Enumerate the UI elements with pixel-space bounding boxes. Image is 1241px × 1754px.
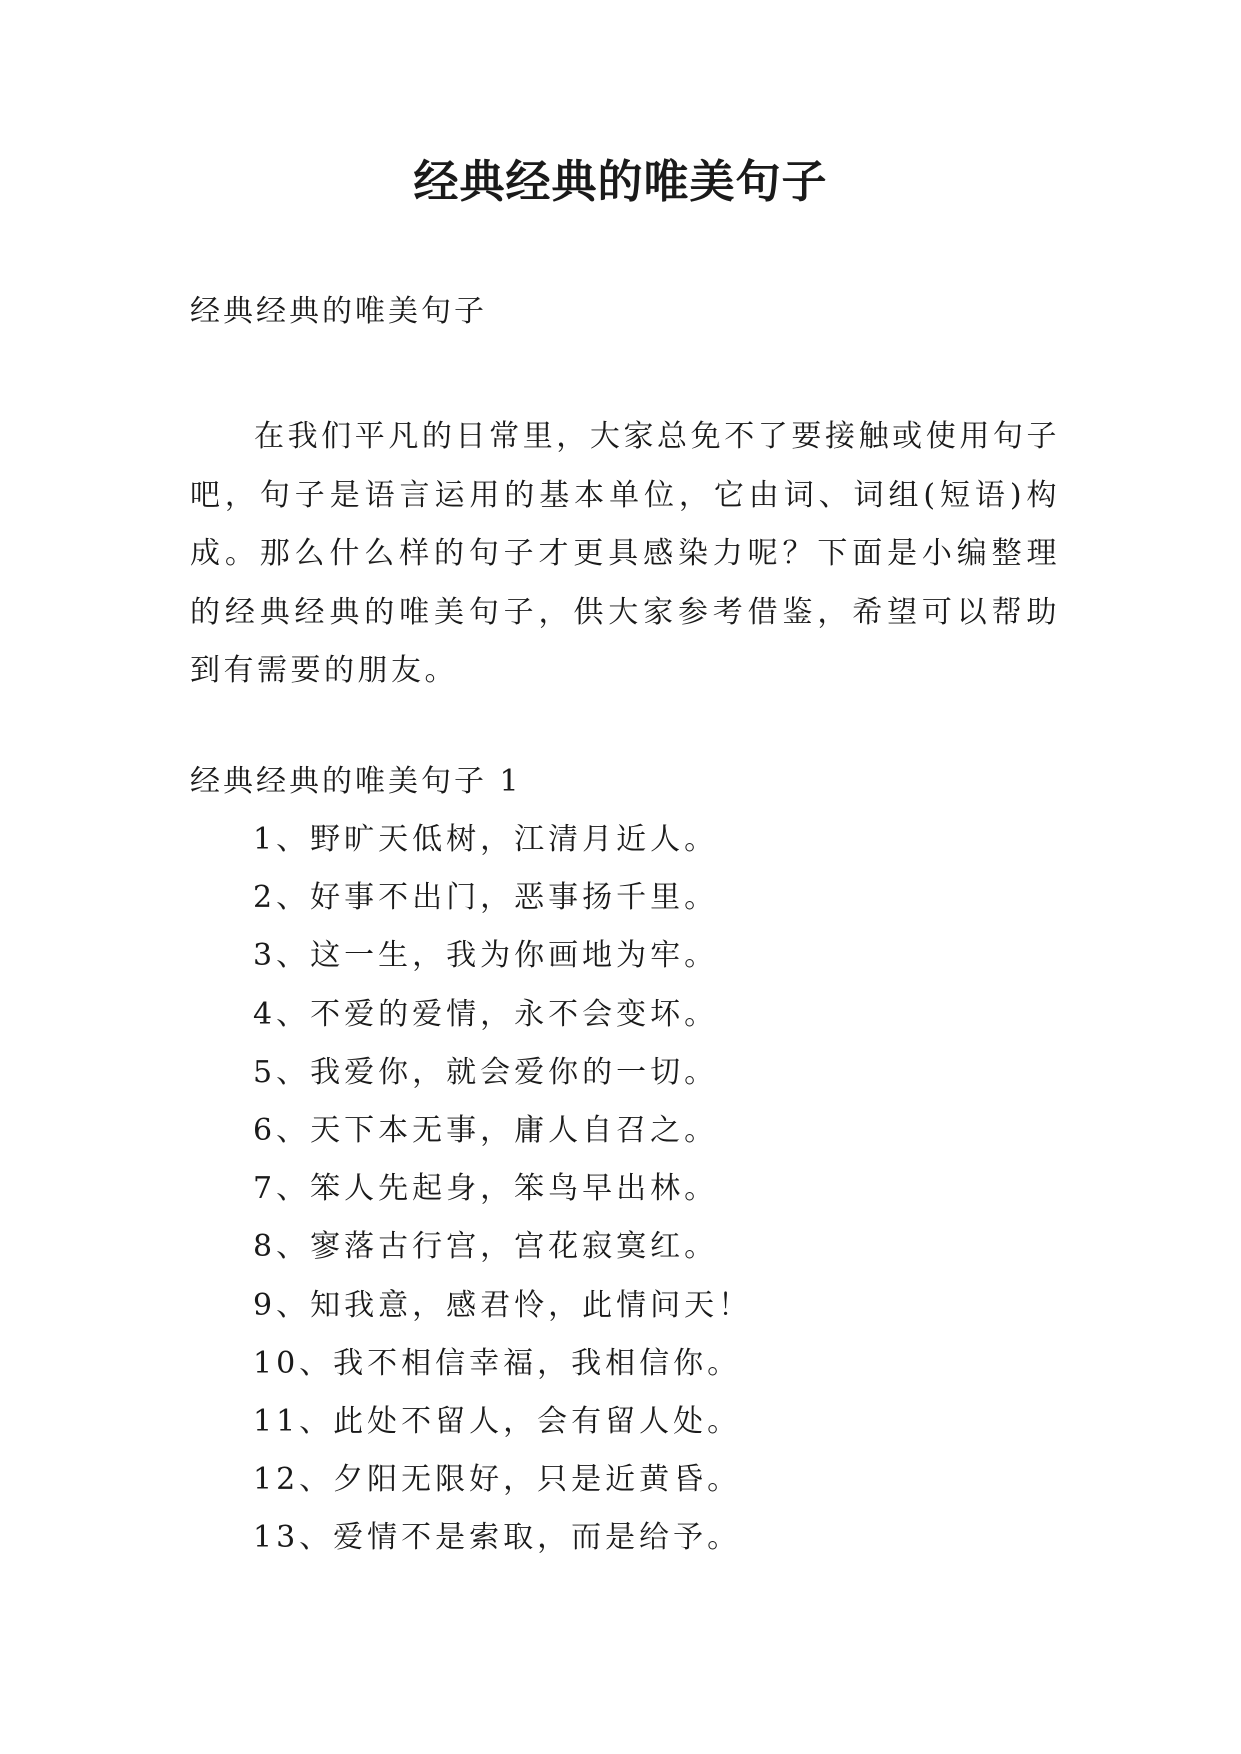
sentence-item: 5、我爱你，就会爱你的一切。 [253,1054,719,1090]
sentence-item: 6、天下本无事，庸人自召之。 [253,1112,719,1148]
sentence-item: 11、此处不留人，会有留人处。 [253,1403,742,1439]
sentence-item: 7、笨人先起身，笨鸟早出林。 [253,1171,719,1207]
intro-paragraph: 在我们平凡的日常里，大家总免不了要接触或使用句子吧，句子是语言运用的基本单位，它由词、词组(短语)构成。那么什么样的句子才更具感染力呢？下面是小编整理的经典经典的唯美句子，供大家参考借鉴，希望可以帮助到有需要的朋友。 [190,419,1060,688]
sentence-item: 13、爱情不是索取，而是给予。 [253,1520,742,1556]
document-subtitle: 经典经典的唯美句子 [190,294,487,329]
sentence-item: 3、这一生，我为你画地为牢。 [253,938,719,974]
sentence-item: 2、好事不出门，恶事扬千里。 [253,880,719,916]
document-title: 经典经典的唯美句子 [413,155,828,208]
sentence-item: 10、我不相信幸福，我相信你。 [253,1345,742,1381]
sentence-item: 1、野旷天低树，江清月近人。 [253,822,719,857]
sentence-list [253,820,752,1576]
sentence-item: 12、夕阳无限好，只是近黄昏。 [253,1462,742,1498]
sentence-item: 9、知我意，感君怜，此情问天！ [253,1287,753,1323]
section-title: 经典经典的唯美句子 1 [190,764,522,799]
sentence-item: 8、寥落古行宫，宫花寂寞红。 [253,1229,719,1265]
sentence-item: 4、不爱的爱情，永不会变坏。 [253,996,719,1032]
